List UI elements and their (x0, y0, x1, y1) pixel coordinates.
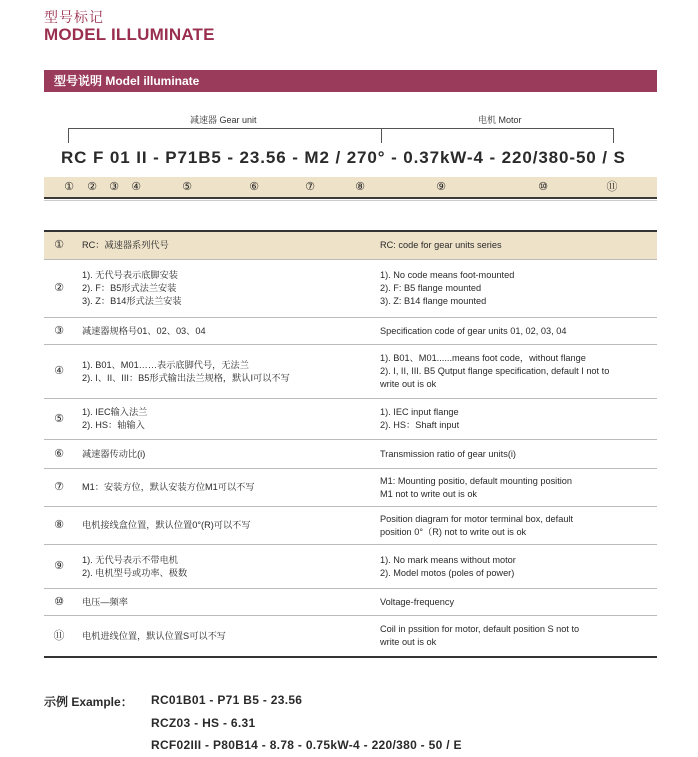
description-line: 2). F：B5形式法兰安装 (82, 283, 177, 293)
position-number: ⑩ (538, 181, 548, 193)
position-number: ⑦ (305, 181, 315, 193)
description-line: Coil in pssition for motor, default position S not to (380, 624, 580, 634)
table-row (44, 545, 657, 589)
description-cn (82, 325, 372, 338)
description-en (380, 448, 650, 461)
description-en (380, 475, 650, 501)
description-line: position 0°（R) not to write out is ok (380, 527, 527, 537)
description-line: RC: code for gear units series (380, 240, 502, 250)
description-line: 2). 电机型号或功率、极数 (82, 568, 188, 578)
row-number: ⑥ (54, 448, 64, 460)
description-en (380, 352, 650, 391)
description-line: M1: Mounting positio, default mounting position (380, 476, 573, 486)
row-number: ⑦ (54, 481, 64, 493)
position-number: ⑪ (606, 181, 618, 193)
position-number: ⑤ (182, 181, 192, 193)
description-line: write out is ok (380, 379, 437, 389)
description-en (380, 269, 650, 308)
divider (44, 200, 657, 201)
description-en (380, 623, 650, 649)
page-title-cn: 型号标记 (44, 9, 104, 25)
position-number: ⑧ (355, 181, 365, 193)
description-line: 电压—频率 (82, 597, 128, 607)
table-row (44, 469, 657, 507)
table-row (44, 440, 657, 469)
position-number: ① (64, 181, 74, 193)
row-number: ⑧ (54, 519, 64, 531)
motor-bracket (380, 128, 614, 143)
example-item: RCZ03 - HS - 6.31 (151, 716, 256, 730)
description-line: Transmission ratio of gear units(i) (380, 449, 516, 459)
description-line: 2). HS：轴输入 (82, 420, 145, 430)
table-row (44, 260, 657, 318)
description-cn (82, 269, 372, 308)
table-row (44, 345, 657, 399)
row-number: ③ (54, 325, 64, 337)
description-line: M1 not to write out is ok (380, 489, 478, 499)
description-line: RC：减速器系列代号 (82, 240, 169, 250)
description-cn (82, 554, 372, 580)
example-label: 示例 Example： (44, 695, 133, 709)
section-header-bar: 型号说明 Model illuminate (44, 70, 657, 92)
row-number: ① (54, 239, 64, 251)
table-row (44, 616, 657, 656)
position-number-band (44, 177, 657, 199)
description-en (380, 406, 650, 432)
description-line: Position diagram for motor terminal box, default (380, 514, 574, 524)
description-cn (82, 481, 372, 494)
page-title-en: MODEL ILLUMINATE (44, 25, 215, 44)
description-line: 1). IEC输入法兰 (82, 407, 148, 417)
description-line: 2). Model motos (poles of power) (380, 568, 515, 578)
description-en (380, 554, 650, 580)
description-cn (82, 519, 372, 532)
description-en (380, 596, 650, 609)
description-en (380, 325, 650, 338)
description-line: 3). Z：B14形式法兰安装 (82, 296, 182, 306)
position-number: ⑨ (436, 181, 446, 193)
row-number: ⑤ (54, 413, 64, 425)
description-cn (82, 448, 372, 461)
table-row (44, 318, 657, 345)
description-line: M1：安装方位，默认安装方位M1可以不写 (82, 482, 255, 492)
row-number: ④ (54, 365, 64, 377)
description-en (380, 239, 650, 252)
row-number: ⑨ (54, 560, 64, 572)
description-line: 1). No mark means without motor (380, 555, 516, 565)
row-number: ⑩ (54, 596, 64, 608)
position-number: ② (87, 181, 97, 193)
description-line: 2). HS：Shaft input (380, 420, 460, 430)
description-line: 2). I, II, III. B5 Qutput flange specification, default I not to (380, 366, 610, 376)
description-line: 2). F: B5 flange mounted (380, 283, 482, 293)
row-number: ② (54, 282, 64, 294)
description-line: 电机进线位置，默认位置S可以不写 (82, 631, 226, 641)
description-en (380, 513, 650, 539)
position-number: ⑥ (249, 181, 259, 193)
example-item: RCF02III - P80B14 - 8.78 - 0.75kW-4 - 220/380 - 50 / E (151, 738, 462, 752)
description-line: 2). I、II、III：B5形式输出法兰规格，默认I可以不写 (82, 373, 290, 383)
gear-unit-bracket (68, 128, 382, 143)
description-line: 减速器规格号01、02、03、04 (82, 326, 206, 336)
description-line: 电机接线盒位置，默认位置0°(R)可以不写 (82, 520, 251, 530)
description-cn (82, 596, 372, 609)
table-row (44, 232, 657, 260)
example-item: RC01B01 - P71 B5 - 23.56 (151, 693, 303, 707)
model-explanation-table (44, 230, 657, 658)
description-line: 减速器传动比(i) (82, 449, 146, 459)
description-cn (82, 359, 372, 385)
motor-label: 电机 Motor (478, 115, 522, 125)
description-line: Voltage-frequency (380, 597, 455, 607)
description-line: 1). B01、M01……表示底脚代号，无法兰 (82, 360, 249, 370)
description-line: 1). 无代号表示底脚安装 (82, 270, 178, 280)
description-line: 1). B01、M01......means foot code，without flange (380, 353, 586, 363)
position-number: ③ (109, 181, 119, 193)
description-line: 1). No code means foot-mounted (380, 270, 515, 280)
position-number: ④ (131, 181, 141, 193)
description-line: 1). IEC input flange (380, 407, 459, 417)
gear-unit-label: 减速器 Gear unit (190, 115, 257, 125)
description-line: write out is ok (380, 637, 437, 647)
description-cn (82, 239, 372, 252)
description-line: 3). Z: B14 flange mounted (380, 296, 487, 306)
table-row (44, 589, 657, 616)
row-number: ⑪ (53, 630, 65, 642)
table-row (44, 507, 657, 545)
model-code: RC F 01 II - P71B5 - 23.56 - M2 / 270° - 0.37kW-4 - 220/380-50 / S (61, 148, 626, 167)
description-cn (82, 630, 372, 643)
description-cn (82, 406, 372, 432)
table-row (44, 399, 657, 440)
description-line: Specification code of gear units 01, 02, 03, 04 (380, 326, 567, 336)
description-line: 1). 无代号表示不带电机 (82, 555, 178, 565)
